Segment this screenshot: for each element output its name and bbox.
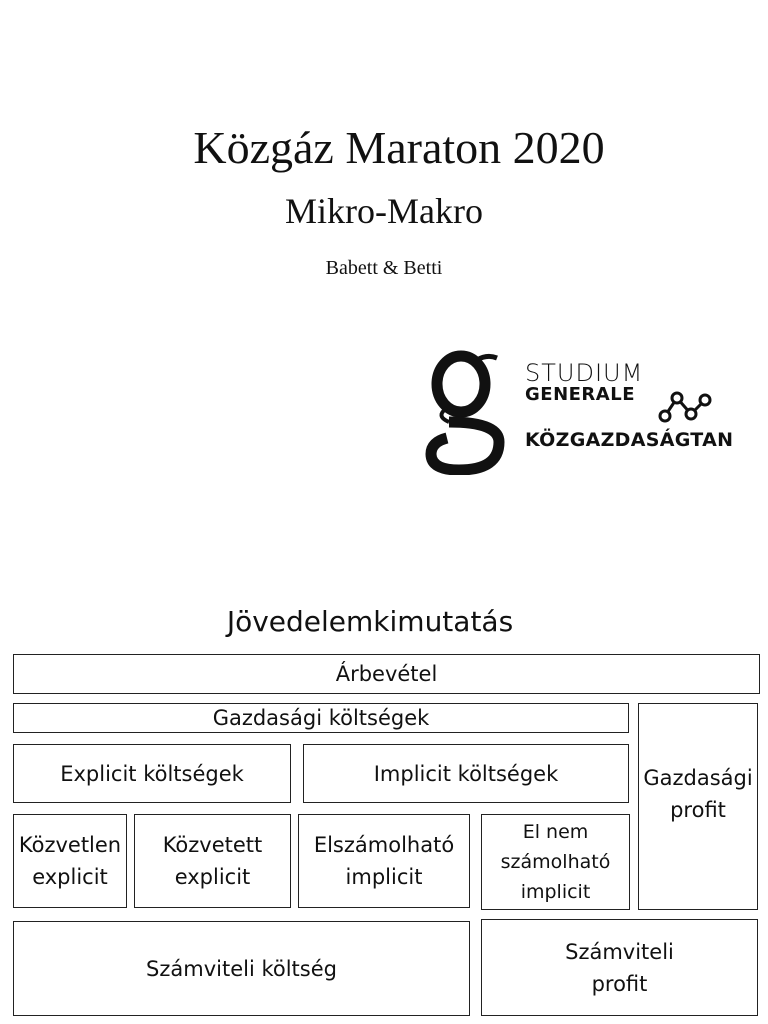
accounting-profit-box [481, 919, 758, 1016]
implicit-costs-box [303, 744, 629, 803]
indirect-explicit-box [134, 814, 291, 908]
accountable-implicit-line1: Elszámolható [313, 833, 455, 857]
direct-explicit-line2: explicit [32, 865, 108, 889]
implicit-costs-label: Implicit költségek [373, 761, 559, 786]
logo-line-kozgazdasagtan: KÖZGAZDASÁGTAN [525, 429, 734, 451]
explicit-costs-label: Explicit költségek [60, 761, 244, 786]
accounting-profit-line2: profit [591, 971, 648, 996]
revenue-box [13, 654, 760, 694]
logo-g-icon [425, 350, 505, 475]
authors-line: Babett & Betti [325, 257, 443, 279]
explicit-costs-box [13, 744, 291, 803]
accounting-cost-box [13, 921, 470, 1016]
economic-costs-label: Gazdasági költségek [212, 706, 430, 730]
studium-generale-logo [425, 350, 755, 475]
indirect-explicit-line2: explicit [174, 865, 251, 889]
indirect-explicit-line1: Közvetett [162, 833, 263, 857]
non-accountable-implicit-line1: El nem [522, 821, 589, 843]
direct-explicit-line1: Közvetlen [18, 833, 122, 857]
direct-explicit-box [13, 814, 127, 908]
economic-profit-label-line2: profit [670, 798, 726, 822]
non-accountable-implicit-line2: számolható [500, 851, 611, 873]
accounting-cost-label: Számviteli költség [146, 956, 337, 981]
accounting-profit-line1: Számviteli [565, 939, 674, 964]
diagram-title: Jövedelemkimutatás [226, 605, 514, 638]
revenue-label: Árbevétel [335, 662, 438, 686]
economic-costs-box [13, 703, 629, 733]
page-title: Közgáz Maraton 2020 [193, 122, 605, 173]
logo-line-studium: STUDIUM [525, 359, 644, 387]
non-accountable-implicit-box [481, 814, 630, 910]
accountable-implicit-box [298, 814, 470, 908]
non-accountable-implicit-line3: implicit [520, 881, 591, 903]
network-nodes-icon [657, 390, 719, 424]
accountable-implicit-line2: implicit [345, 865, 423, 889]
logo-line-generale: GENERALE [525, 384, 635, 405]
economic-profit-label-line1: Gazdasági [643, 766, 753, 790]
page-subtitle: Mikro-Makro [285, 191, 483, 231]
economic-profit-box [638, 703, 758, 910]
